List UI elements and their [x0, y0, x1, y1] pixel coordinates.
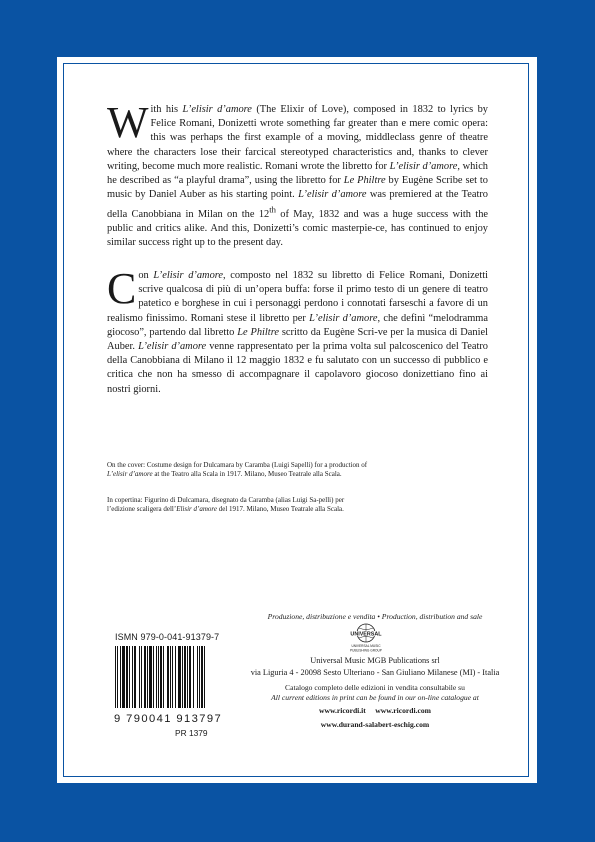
logo-sub1: UNIVERSAL MUSIC	[351, 644, 381, 648]
barcode-digits: 9 790041 913797	[114, 713, 223, 725]
logo-sub2: PUBLISHING GROUP	[350, 648, 382, 653]
product-code: PR 1379	[175, 728, 208, 738]
durand-url: www.durand-salabert-eschig.com	[320, 720, 430, 729]
logo-wordmark: UNIVERSAL	[350, 631, 382, 638]
publisher-name: Universal Music MGB Publications srl	[310, 656, 440, 665]
universal-logo-icon	[336, 622, 396, 656]
english-dropcap: W	[107, 98, 149, 147]
cover-caption-english: On the cover: Costume design for Dulcamara by Caramba (Luigi Sapelli) for a production of L’elisir d’amore at the Teatro alla Scala in 1917. Milano, Museo Teatrale alla Scala.	[107, 461, 368, 479]
italian-text: on L’elisir d’amore, composto nel 1832 su libretto di Felice Romani, Donizetti scrive qualcosa di più di un’opera buffa: forse il primo testo di un genere di teatro patetico e borghese in cui i personaggi perdono i connotati farseschi a favore di un realismo finissimo. Romani stese il libretto per L’elisir d’amore, che definì “melodramma giocoso”, partendo dal libretto Le Philtre scritto da Eugène Scri-ve per la musica di Daniel Auber. L’elisir d’amore venne rappresentato per la prima volta sul palcoscenico del Teatro della Canobbiana di Milano il 12 maggio 1832 e fu salutato con un successo di pubblico e critica che non ha smesso di accompagnare il capolavoro giocoso donizettiano fino ai nostri giorni.	[107, 270, 488, 395]
catalog-note-english: All current editions in print can be found in our on-line catalogue at	[271, 693, 479, 702]
english-paragraph	[107, 98, 488, 251]
italian-dropcap: C	[107, 264, 137, 313]
ricordi-urls: www.ricordi.it www.ricordi.com	[319, 706, 431, 715]
italian-paragraph	[107, 264, 488, 397]
publisher-address: via Liguria 4 - 20098 Sesto Ulteriano - San Giuliano Milanese (MI) - Italia	[250, 668, 500, 677]
english-text: ith his L’elisir d’amore (The Elixir of Love), composed in 1832 to lyrics by Felice Romani, Donizetti wrote something far greater than e mere comic opera: this was perhaps the first example of a moving, middleclass genre of theatre where the characters lose their farcical stereotyped characteristics and, thanks to clever writing, become much more realistic. Romani wrote the libretto for L’elisir d’amore, which he described as “a playful drama”, using the libretto for Le Philtre by Eugène Scribe set to music by Daniel Auber as his starting point. L’elisir d’amore was premiered at the Teatro della Canobbiana in Milan on the 12th of May, 1832 and was a huge success with the public and critics alike. And this, Donizetti’s comic masterpie-ce, has continued to enjoy similar success right up to the present day.	[107, 104, 488, 249]
cover-caption-italian: In copertina: Figurino di Dulcamara, disegnato da Caramba (alias Luigi Sa-pelli) per l’edizione scaligera dell’Elisir d’amore del 1917. Milano, Museo Teatrale alla Scala.	[107, 496, 345, 514]
production-line: Produzione, distribuzione e vendita • Production, distribution and sale	[267, 612, 483, 621]
catalog-note-italian: Catalogo completo delle edizioni in vendita consultabile su	[285, 683, 465, 692]
barcode-icon	[115, 646, 217, 708]
ismn-label: ISMN 979-0-041-91379-7	[115, 632, 220, 642]
